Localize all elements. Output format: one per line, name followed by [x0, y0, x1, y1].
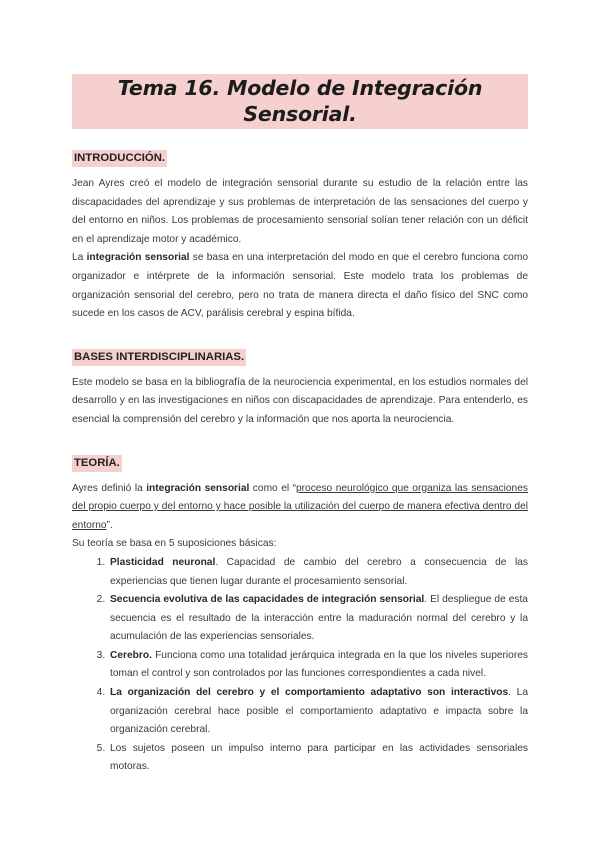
list-item [108, 647, 528, 684]
section-teoria [72, 453, 528, 778]
teoria-p1-post: ”. [106, 519, 113, 531]
page-title: Tema 16. Modelo de Integración Sensorial. [72, 74, 528, 129]
list-item [108, 684, 528, 740]
list-item-text: . El despliegue de esta secuencia es el resultado de la interacción entre la maduración normal del cerebro y la acumulación de las experiencias sensoriales. [110, 594, 528, 643]
teoria-p1-definition: proceso neurológico que organiza las sensaciones del propio cuerpo y del entorno y hace posible la utilización del cuerpo de manera efectiva dentro del entorno [72, 482, 528, 531]
intro-paragraph-2 [72, 249, 528, 323]
teoria-paragraph-2: Su teoría se basa en 5 suposiciones básicas: [72, 538, 277, 550]
title-wrap [72, 74, 528, 129]
list-item-text: . La organización cerebral hace posible el comportamiento adaptativo e impacta sobre la organización cerebral. [110, 687, 528, 736]
list-item [108, 740, 528, 777]
teoria-heading: TEORÍA. [72, 455, 122, 472]
teoria-p1-bold: integración sensorial [146, 482, 250, 494]
suppositions-list [72, 554, 528, 777]
list-item-text: . Capacidad de cambio del cerebro a consecuencia de las experiencias que tienen lugar durante el procesamiento sensorial. [110, 556, 528, 587]
list-item-bold: Secuencia evolutiva de las capacidades de integración sensorial [110, 594, 425, 606]
list-item-text: Funciona como una totalidad jerárquica integrada en la que los niveles superiores toman el control y son controlados por las funciones correspondientes a cada nivel. [110, 649, 528, 680]
section-bases [72, 347, 528, 430]
teoria-p1-pre: Ayres definió la [72, 482, 147, 494]
intro-p2-pre: La [72, 252, 87, 264]
intro-paragraph-1: Jean Ayres creó el modelo de integración sensorial durante su estudio de la relación entre las discapacidades del aprendizaje y sus problemas de interpretación de las sensaciones del cuerpo y del entorno en niños. Los problemas de procesamiento sensorial solían tener relación con un déficit en el aprendizaje motor y académico. [72, 178, 528, 245]
list-item-bold: Plasticidad neuronal [110, 556, 216, 568]
section-intro [72, 148, 528, 324]
bases-paragraph-1: Este modelo se basa en la bibliografía de la neurociencia experimental, en los estudios normales del desarrollo y en las investigaciones en niños con discapacidades de aprendizaje. Para entenderlo, es esencial la comprensión del cerebro y la información que nos aporta la neurociencia. [72, 376, 528, 425]
teoria-paragraph-1 [72, 480, 528, 536]
list-item-bold: La organización del cerebro y el comportamiento adaptativo son interactivos [110, 687, 509, 699]
list-item [108, 591, 528, 647]
intro-heading: INTRODUCCIÓN. [72, 150, 167, 167]
bases-heading: BASES INTERDISCIPLINARIAS. [72, 349, 246, 366]
teoria-p1-mid: como el “ [249, 482, 296, 494]
list-item-text: Los sujetos poseen un impulso interno para participar en las actividades sensoriales motoras. [110, 742, 528, 773]
intro-p2-bold: integración sensorial [86, 252, 190, 264]
list-item [108, 554, 528, 591]
list-item-bold: Cerebro. [110, 649, 152, 661]
intro-p2-post: se basa en una interpretación del modo en que el cerebro funciona como organizador e intérprete de la información sensorial. Este modelo trata los problemas de organización sensorial del cerebro, pero no trata de manera directa el daño físico del SNC como sucede en los casos de ACV, parálisis cerebral y espina bífida. [72, 252, 528, 320]
